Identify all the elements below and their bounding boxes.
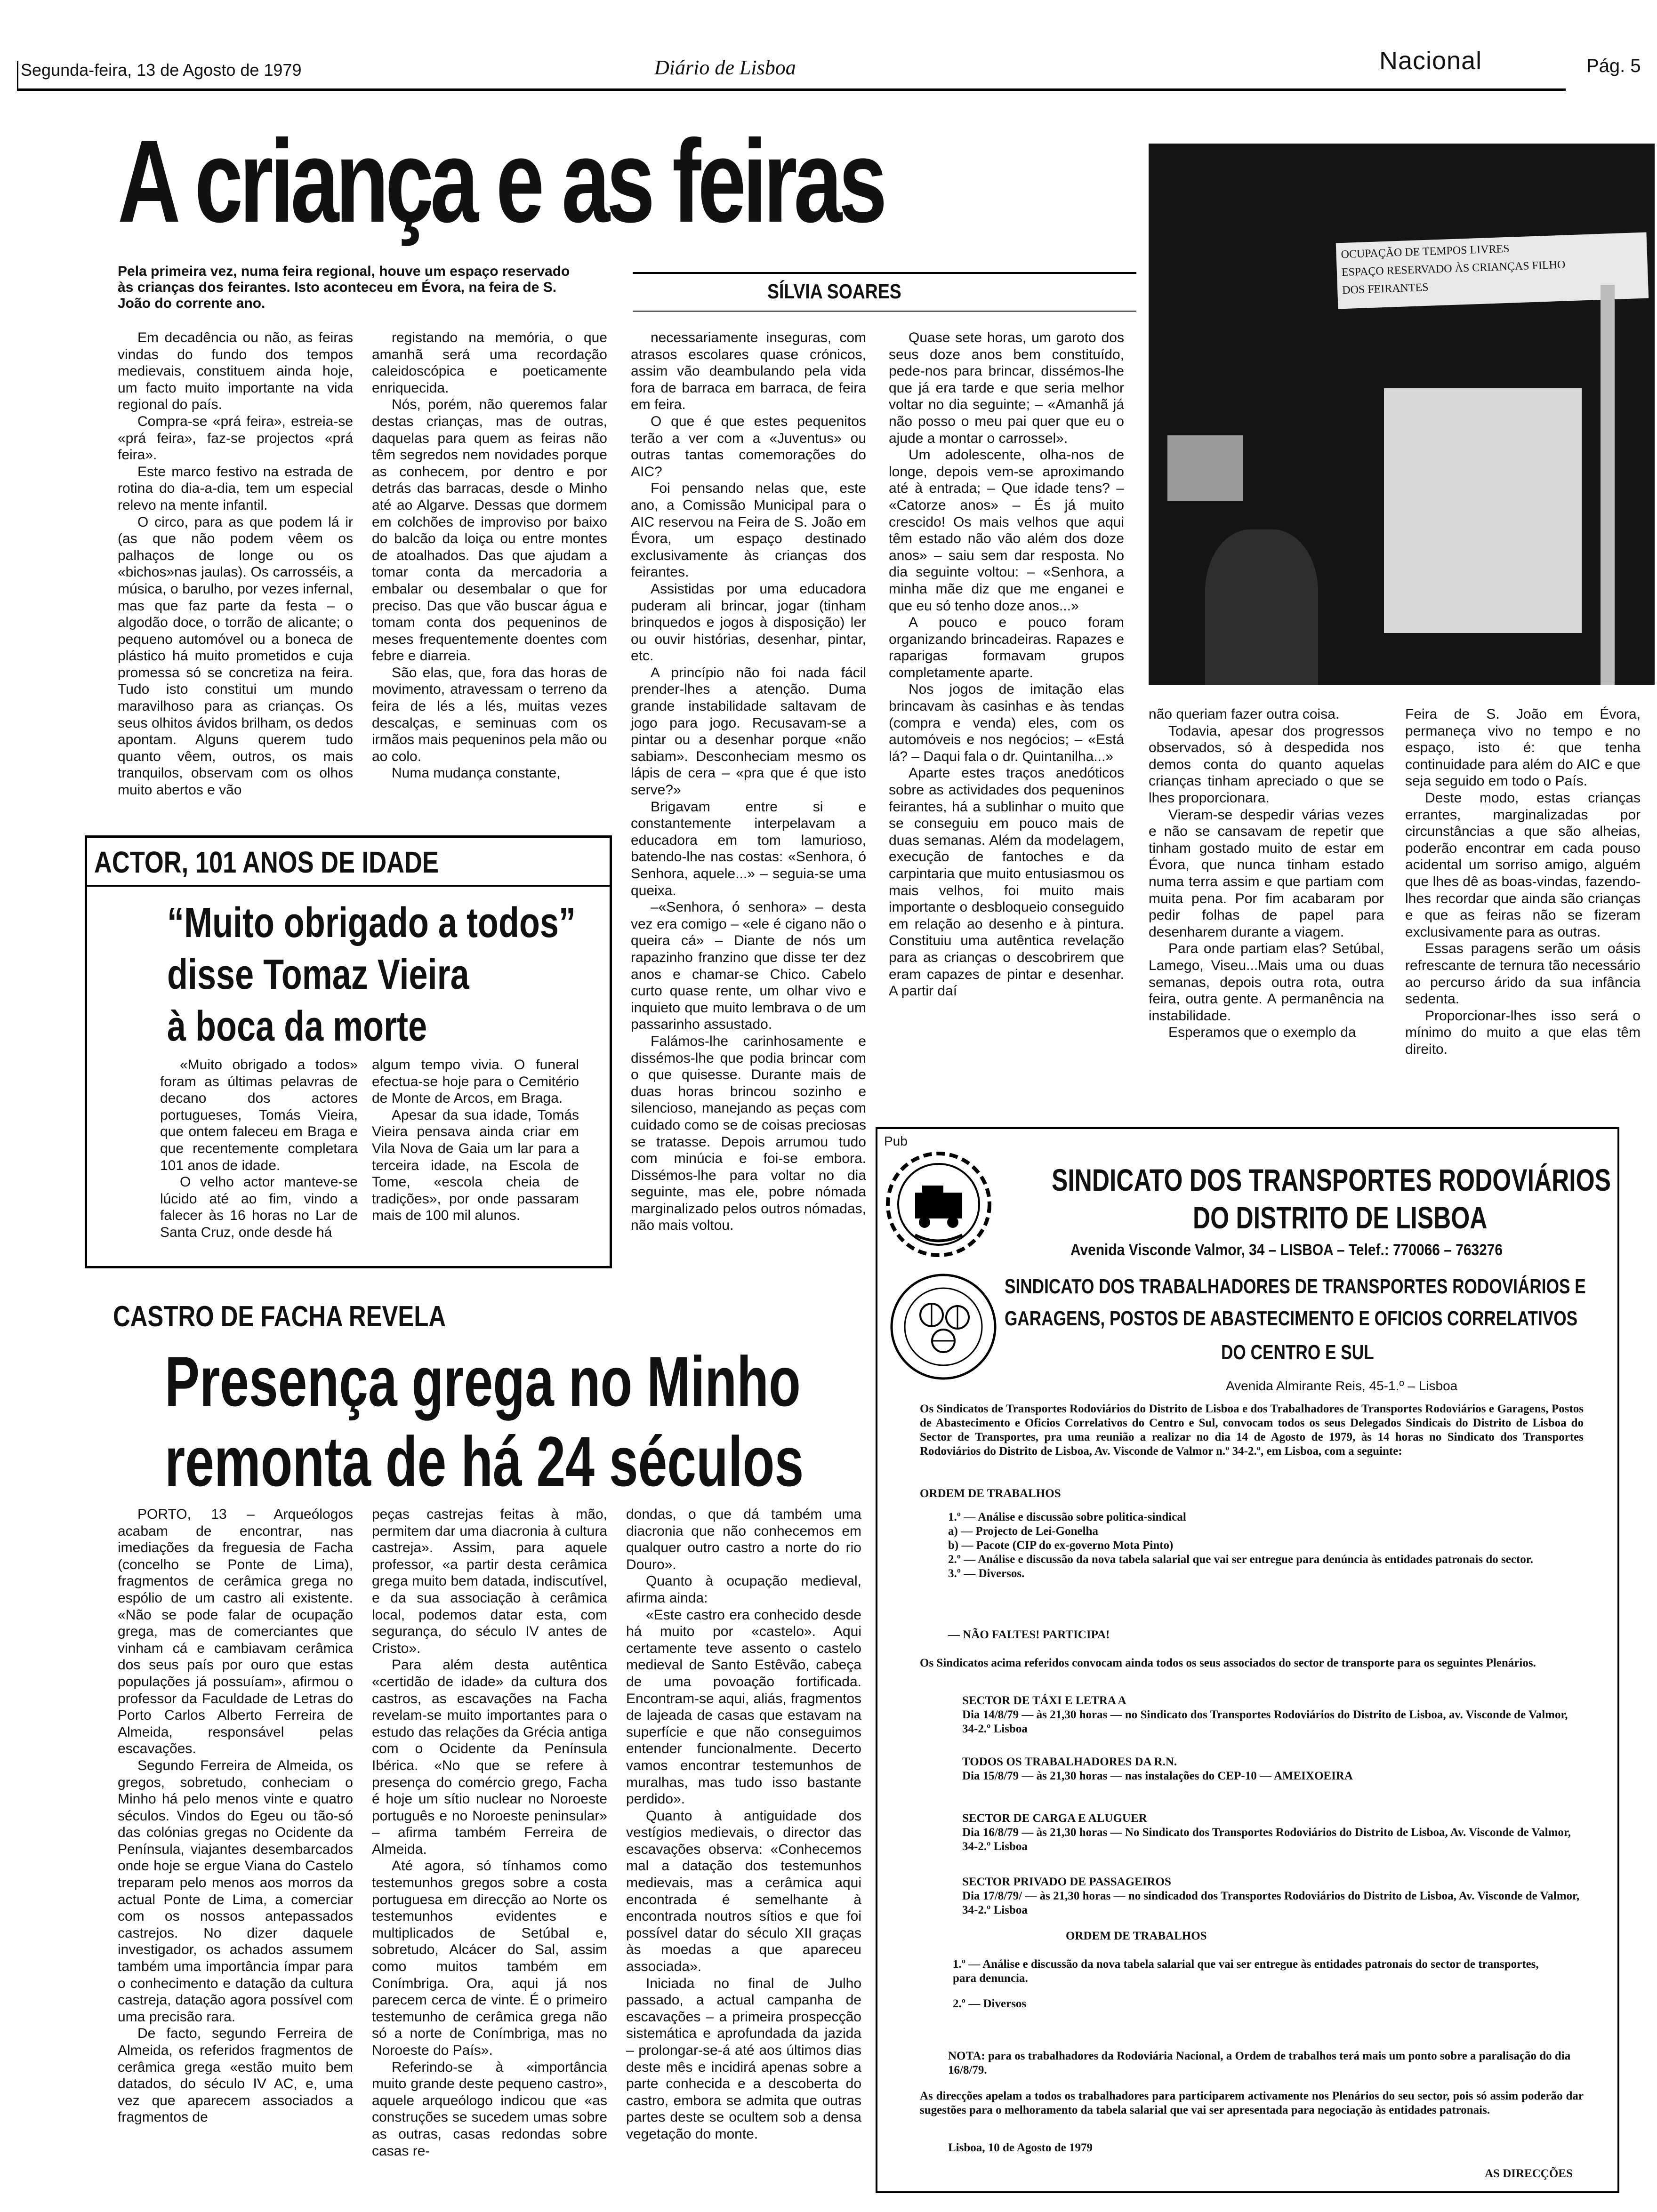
article3-col3 bbox=[626, 1506, 861, 2143]
photo-pole bbox=[1601, 285, 1615, 685]
agenda-item: 1.º — Análise e discussão da nova tabela salarial que vai ser entregue às entidades patronais do sector de transportes, para denuncia. bbox=[953, 1958, 1539, 1985]
paragraph: Aparte estes traços anedóticos sobre as actividades dos pequeninos feirantes, há a sublinhar o muito que se conseguiu em pouco mais de duas semanas. Além da modelagem, execução de fantoches e da carpintaria que muito entusiasmou os mais velhos, foi muito mais importante o desbloqueio conseguido em relação ao desenho e à pintura. Constituiu uma autêntica revelação para as crianças o descobrirem que eram capazes de pintar e desenhar. A partir daí bbox=[889, 765, 1124, 999]
ad-sector bbox=[920, 1875, 1584, 1917]
photo-table bbox=[1384, 388, 1582, 633]
paragraph: Assistidas por uma educadora puderam ali brincar, jogar (tinham brinquedos e jogos à disposição) ler ou ouvir histórias, desenhar, pintar, etc. bbox=[631, 581, 866, 664]
paragraph: Quanto à ocupação medieval, afirma ainda: bbox=[626, 1573, 861, 1606]
gear-emblem-icon bbox=[882, 1148, 995, 1261]
paragraph: Referindo-se à «importância muito grande deste pequeno castro», aquele arqueólogo indicou que «as construções se sucedem umas sobre as outras, casas redondas sobre casas re- bbox=[372, 2059, 607, 2159]
byline-rule-bottom bbox=[633, 311, 1136, 312]
paragraph: Um adolescente, olha-nos de longe, depois vem-se aproximando até à entrada; – Que idade tens? – «Catorze anos» – És já muito crescido! Os mais velhos que aqui têm estado não vão além dos doze anos» – saiu sem dar resposta. No dia seguinte voltou: – «Senhora, a minha mãe diz que me enganei e que eu só tenho doze anos...» bbox=[889, 447, 1124, 614]
paragraph: Essas paragens serão um oásis refrescante de ternura tão necessário ao percurso árido da sua infância sedenta. bbox=[1405, 941, 1641, 1007]
article1-col2 bbox=[372, 329, 607, 782]
paragraph: Quase sete horas, um garoto dos seus doze anos bem constituído, pede-nos para brincar, dissémos-lhe que já era tarde e que seria melhor voltar no dia seguinte; – «Amanhã já não posso o meu pai quer que eu o ajude a montar o carrossel». bbox=[889, 330, 1124, 446]
ad-agenda-title: ORDEM DE TRABALHOS bbox=[920, 1487, 1061, 1500]
ad-slogan: — NÃO FALTES! PARTICIPA! bbox=[948, 1628, 1110, 1641]
article1-col4 bbox=[889, 329, 1124, 1000]
article2-headline-line1: “Muito obrigado a todos” bbox=[167, 899, 576, 946]
paragraph: A pouco e pouco foram organizando brincadeiras. Rapazes e raparigas formavam grupos completamente aparte. bbox=[889, 615, 1124, 681]
paragraph: O circo, para as que podem lá ir (as que não podem vêem os palhaços de longe ou os «bichos»nas jaulas). Os carrosséis, a música, o barulho, por vezes infernal, mas que faz parte da festa – o algodão doce, o torrão de alicante; o pequeno automóvel ou a boneca de plástico há muito prometidos e cuja promessa só se concretiza na feira. Tudo isto constitui um mundo maravilhoso para as crianças. Os seus olhitos ávidos brilham, os dedos apontam. Alguns querem tudo quanto vêem, outros, os mais tranquilos, observam com os olhos muito abertos e vão bbox=[118, 514, 353, 798]
union1-emblem bbox=[882, 1148, 995, 1261]
paragraph: Em decadência ou não, as feiras vindas do fundo dos tempos medievais, constituem ainda hoje, um facto muito importante na vida regional do país. bbox=[118, 330, 353, 413]
union2-name-line2: GARAGENS, POSTOS DE ABASTECIMENTO E OFICIOS CORRELATIVOS bbox=[1005, 1307, 1578, 1330]
paragraph: Nos jogos de imitação elas brincavam às casinhas e às tendas (compra e venda) eles, com os automóveis e nos negócios; – «Está lá? – Daqui fala o dr. Quintanilha...» bbox=[889, 681, 1124, 764]
paragraph: Para onde partiam elas? Setúbal, Lamego, Viseu...Mais uma ou duas semanas, depois outra rota, outra feira, outra gente. A permanência na instabilidade. bbox=[1149, 941, 1384, 1024]
article2-kicker-rule bbox=[85, 885, 612, 887]
sector-title: TODOS OS TRABALHADORES DA R.N. bbox=[962, 1755, 1177, 1768]
sector-title: SECTOR PRIVADO DE PASSAGEIROS bbox=[962, 1875, 1171, 1888]
masthead: Diário de Lisboa bbox=[654, 56, 796, 79]
paragraph: Brigavam entre si e constantemente interpelavam a educadora em tom lamurioso, batendo-lhe nas costas: «Senhora, ó Senhora, aquele...» – seguia-se uma queixa. bbox=[631, 799, 866, 898]
paragraph: Nós, porém, não queremos falar destas crianças, mas de outras, daquelas para quem as feiras não têm segredos nem novidades porque as conhecem, por dentro e por detrás das barracas, desde o Minho até ao Algarve. Dessas que dormem em colchões de improviso por baixo do balcão da loiça ou entre montes de atoalhados. Das que ajudam a tomar conta da mercadoria a embalar ou desembalar o que for preciso. Das que vão buscar água e tomam conta dos pequeninos de meses frequentemente doentes com febre e diarreia. bbox=[372, 397, 607, 664]
header-rule bbox=[17, 88, 1566, 91]
paragraph: Feira de S. João em Évora, permaneça vivo no tempo e no espaço, isto é: que tenha continuidade para além do AIC e que seja seguido em todo o País. bbox=[1405, 706, 1641, 789]
article1-col5 bbox=[1149, 706, 1384, 1041]
paragraph: Falámos-lhe carinhosamente e dissémos-lhe que podia brincar com o que quisesse. Durante mais de duas horas brincou sozinho e silencioso, manejando as peças com cuidado como se de coisas preciosas se tratasse. Depois arrumou tudo com minúcia e foi-se embora. Dissémos-lhe para voltar no dia seguinte, mas ele, pobre nómada marginalizado pelos outros nómadas, não mais voltou. bbox=[631, 1033, 866, 1234]
union1-address: Avenida Visconde Valmor, 34 – LISBOA – Telef.: 770066 – 763276 bbox=[1070, 1241, 1503, 1259]
article2-headline-line2: disse Tomaz Vieira bbox=[167, 951, 469, 998]
paragraph: Deste modo, estas crianças errantes, marginalizadas por circunstâncias a que são alheias, poderão encontrar em cada pouso acidental um sorriso amigo, alguém que lhes dê as boas-vindas, fazendo-lhes recordar que ainda são crianças e que as feiras não se fizeram exclusivamente para as outras. bbox=[1405, 790, 1641, 940]
paragraph: O que é que estes pequenitos terão a ver com a «Juventus» ou outras tantas comemorações do AIC? bbox=[631, 413, 866, 480]
union1-name-line2: DO DISTRITO DE LISBOA bbox=[1193, 1200, 1488, 1235]
agenda-item: 2.º — Diversos bbox=[953, 1997, 1027, 2010]
sector-title: SECTOR DE TÁXI E LETRA A bbox=[962, 1694, 1126, 1707]
article3-headline-line2: remonta de há 24 séculos bbox=[165, 1422, 804, 1501]
paragraph: «Muito obrigado a todos» foram as últimas pelavras de decano dos actores portugueses, Tomás Vieira, que ontem faleceu em Braga e que recentemente completara 101 anos de idade. bbox=[160, 1057, 358, 1173]
header-date: Segunda-feira, 13 de Agosto de 1979 bbox=[21, 60, 302, 80]
union1-name-line1: SINDICATO DOS TRANSPORTES RODOVIÁRIOS bbox=[1052, 1162, 1611, 1197]
agenda-item: a) — Projecto de Lei-Gonelha bbox=[948, 1525, 1098, 1538]
paragraph: «Este castro era conhecido desde há muito por «castelo». Aqui certamente teve assento o castelo medieval de Santo Estêvão, cabeça de uma povoação fortificada. Encontram-se aqui, aliás, fragmentos de lajeada de casas que estavam na superfície e que não conseguimos entender funcionalmente. Decerto vamos encontrar testemunhos de muralhas, mas tudo isso bastante perdido». bbox=[626, 1607, 861, 1807]
article1-headline: A criança e as feiras bbox=[118, 115, 884, 247]
article2-headline-line3: à boca da morte bbox=[167, 1003, 427, 1050]
paragraph: algum tempo vivia. O funeral efectua-se hoje para o Cemitério de Monte de Arcos, em Braga. bbox=[372, 1057, 579, 1106]
ad-sector bbox=[920, 1694, 1584, 1736]
photo-figure bbox=[1205, 529, 1318, 685]
ad-sector bbox=[920, 1755, 1584, 1783]
photo-sign-line: DOS FEIRANTES bbox=[1342, 281, 1429, 297]
ad-agenda2-title: ORDEM DE TRABALHOS bbox=[1066, 1930, 1207, 1942]
sector-text: Dia 17/8/79/ — às 21,30 horas — no sindicadod dos Transportes Rodoviários do Distrito de Lisboa, Av. Visconde de Valmor, 34-2.º Lisboa bbox=[962, 1890, 1580, 1916]
article3-headline-line1: Presença grega no Minho bbox=[165, 1342, 801, 1421]
sector-text: Dia 15/8/79 — às 21,30 horas — nas instalações do CEP-10 — AMEIXOEIRA bbox=[962, 1770, 1353, 1782]
paragraph: Vieram-se despedir várias vezes e não se cansavam de repetir que tinham gostado muito de estar em Évora, que nunca tinham estado numa terra assim e que partiam com muita pena. Por fim acabaram por pedir folhas de papel para desenharem durante a viagem. bbox=[1149, 807, 1384, 940]
article1-col6 bbox=[1405, 706, 1641, 1058]
union2-emblem bbox=[887, 1270, 1000, 1383]
article1-lead: Pela primeira vez, numa feira regional, houve um espaço reservado às crianças dos feirantes. Isto aconteceu em Évora, na feira de S. João do corrente ano. bbox=[118, 264, 570, 311]
union2-name-line3: DO CENTRO E SUL bbox=[1221, 1341, 1374, 1364]
ad-place-date: Lisboa, 10 de Agosto de 1979 bbox=[948, 2141, 1093, 2154]
photo-sign-line: ESPAÇO RESERVADO ÀS CRIANÇAS FILHO bbox=[1341, 258, 1566, 279]
paragraph: registando na memória, o que amanhã será uma recordação caleidoscópica e poeticamente enriquecida. bbox=[372, 330, 607, 396]
paragraph: Foi pensando nelas que, este ano, a Comissão Municipal para o AIC reservou na Feira de S. João em Évora, um espaço destinado exclusivamente às crianças dos feirantes. bbox=[631, 481, 866, 580]
paragraph: Todavia, apesar dos progressos observados, só à despedida nos demos conta do quanto aquelas crianças tinham apreciado o que se lhes proporcionara. bbox=[1149, 723, 1384, 806]
article1-byline: SÍLVIA SOARES bbox=[767, 280, 901, 303]
agenda-item: 2.º — Análise e discussão da nova tabela salarial que vai ser entregue para denúncia às entidades patronais do sector. bbox=[948, 1553, 1533, 1566]
article1-col1 bbox=[118, 329, 353, 799]
photo-light bbox=[1167, 435, 1243, 501]
ad-agenda bbox=[948, 1510, 1579, 1581]
union-ad bbox=[876, 1127, 1619, 2193]
article1-photo bbox=[1149, 144, 1655, 685]
paragraph: São elas, que, fora das horas de movimento, atravessam o terreno da feira de lés a lés, muitas vezes descalças, e seminuas com os irmãos mais pequeninos pela mão ou ao colo. bbox=[372, 665, 607, 764]
paragraph: De facto, segundo Ferreira de Almeida, os referidos fragmentos de cerâmica grega «estão muito bem datados, do século IV AC, e, uma vez que aparecem associados a fragmentos de bbox=[118, 2026, 353, 2125]
paragraph: Até agora, só tínhamos como testemunhos gregos sobre a costa portuguesa em direcção ao Norte os testemunhos evidentes e multiplicados de Setúbal e, sobretudo, Alcácer do Sal, assim como muitos também em Conímbriga. Ora, aqui já nos parecem cerca de vinte. É o primeiro testemunho de cerâmica grega não só a norte de Conímbriga, mas no Noroeste do País». bbox=[372, 1858, 607, 2058]
article2-col1 bbox=[160, 1057, 358, 1241]
ad-intro: Os Sindicatos de Transportes Rodoviários do Distrito de Lisboa e dos Trabalhadores de Transportes Rodoviários e Garagens, Postos de Abastecimento e Oficios Correlativos do Centro e Sul, convocam todos os seus Delegados Sindicais do Distrito de Lisboa do Sector de Transportes, pra uma reunião a realizar no dia 14 de Agosto de 1979, às 14 horas no Sindicato dos Transportes Rodoviários do Distrito de Lisboa, Av. Visconde de Valmor n.º 34-2.º, em Lisboa, com a seguinte: bbox=[920, 1403, 1584, 1458]
agenda-item: b) — Pacote (CIP do ex-governo Mota Pinto) bbox=[948, 1539, 1174, 1552]
ad-appeal: As direcções apelam a todos os trabalhadores para participarem activamente nos Plenários do seu sector, pois só assim poderão dar sugestões para o melhoramento da tabela salarial que vai ser apresentada para negociação às entidades patronais. bbox=[920, 2090, 1584, 2116]
agenda-item: 1.º — Análise e discussão sobre politica-sindical bbox=[948, 1511, 1186, 1523]
paragraph: Para além desta autêntica «certidão de idade» da cultura dos castros, as escavações na Facha revelam-se muito importantes para o estudo das relações da Grécia antiga com o Ocidente da Península Ibérica. «No que se refere à presença do comércio grego, Facha é hoje um sítio nuclear no Noroeste português e no Noroeste peninsular» – afirma também Ferreira de Almeida. bbox=[372, 1657, 607, 1857]
paragraph: Esperamos que o exemplo da bbox=[1168, 1025, 1356, 1041]
paragraph: necessariamente inseguras, com atrasos escolares quase crónicos, assim vão deambulando pela vida fora de barraca em barraca, de feira em feira. bbox=[631, 330, 866, 413]
ad-pub-label: Pub bbox=[884, 1134, 908, 1148]
article3-kicker: CASTRO DE FACHA REVELA bbox=[113, 1300, 446, 1333]
sector-title: SECTOR DE CARGA E ALUGUER bbox=[962, 1812, 1147, 1825]
paragraph: peças castrejas feitas à mão, permitem dar uma diacronia à cultura castreja». Assim, para aquele professor, «a partir desta cerâmica grega muito bem datada, indiscutível, e da sua associação à cerâmica local, podemos datar esta, com segurança, do século IV antes de Cristo». bbox=[372, 1507, 607, 1656]
sector-text: Dia 16/8/79 — às 21,30 horas — No Sindicato dos Transportes Rodoviários do Distrito de Lisboa, Av. Visconde de Valmor, 34-2.º Lisboa bbox=[962, 1826, 1571, 1853]
union2-address: Avenida Almirante Reis, 45-1.º – Lisboa bbox=[1226, 1378, 1458, 1393]
paragraph: Este marco festivo na estrada de rotina do dia-a-dia, tem um especial relevo na mente infantil. bbox=[118, 464, 353, 513]
article3-col1 bbox=[118, 1506, 353, 2126]
byline-rule bbox=[633, 272, 1136, 274]
ad-convoke: Os Sindicatos acima referidos convocam ainda todos os seus associados do sector de transporte para os seguintes Plenários. bbox=[920, 1657, 1536, 1669]
agenda-item: 3.º — Diversos. bbox=[948, 1567, 1025, 1580]
photo-sign-line: OCUPAÇÃO DE TEMPOS LIVRES bbox=[1341, 242, 1510, 261]
ad-note: NOTA: para os trabalhadores da Rodoviária Nacional, a Ordem de trabalhos terá mais um ponto sobre a paralisação do dia 16/8/79. bbox=[948, 2050, 1571, 2076]
paragraph: Proporcionar-lhes isso será o mínimo do muito a que elas têm direito. bbox=[1405, 1008, 1641, 1057]
steering-wheel-emblem-icon bbox=[887, 1270, 1000, 1383]
paragraph: Compra-se «prá feira», estreia-se «prá feira», faz-se projectos «prá feira». bbox=[118, 413, 353, 463]
ad-signature: AS DIRECÇÕES bbox=[1485, 2167, 1573, 2180]
paragraph: Apesar da sua idade, Tomás Vieira pensava ainda criar em Vila Nova de Gaia um lar para a terceira idade, na Escola de Tome, «escola cheia de tradições», por onde passaram mais de 100 mil alunos. bbox=[372, 1107, 579, 1224]
paragraph: Segundo Ferreira de Almeida, os gregos, sobretudo, conheciam o Minho há pelo menos vinte e quatro séculos. Vindos do Egeu ou tão-só das colónias gregas no Ocidente da Península, viajantes desembarcados onde hoje se ergue Viana do Castelo treparam pelo menos aos morros da actual Ponte de Lima, a comerciar com os nossos antepassados castrejos. No dizer daquele investigador, os achados assumem também uma importância ímpar para o conhecimento e datação da cultura castreja, datação agora possível com uma precisão rara. bbox=[118, 1757, 353, 2025]
paragraph: não queriam fazer outra coisa. bbox=[1149, 706, 1340, 722]
paragraph: Numa mudança constante, bbox=[392, 765, 561, 781]
section-label: Nacional bbox=[1379, 47, 1482, 75]
paragraph: A princípio não foi nada fácil prender-lhes a atenção. Duma grande instabilidade saltavam de jogo para jogo. Recusavam-se a pintar ou a desenhar porque «não sabiam». Desconheciam mesmo os lápis de cera – «pra que é que isto serve?» bbox=[631, 665, 866, 798]
paragraph: O velho actor manteve-se lúcido até ao fim, vindo a falecer às 16 horas no Lar de Santa Cruz, onde desde há bbox=[160, 1174, 358, 1240]
sector-text: Dia 14/8/79 — às 21,30 horas — no Sindicato dos Transportes Rodoviários do Distrito de Lisboa, av. Visconde de Valmor, 34-2.º Lisboa bbox=[962, 1708, 1568, 1735]
article2-kicker: ACTOR, 101 ANOS DE IDADE bbox=[94, 845, 439, 879]
article2-col2 bbox=[372, 1057, 579, 1224]
article1-col3 bbox=[631, 329, 866, 1234]
header-left-tick bbox=[17, 61, 18, 89]
paragraph: –«Senhora, ó senhora» – desta vez era comigo – «ele é cigano não o queira cá» – Diante de nós um rapazinho franzino que disse ter dez anos e chamar-se Chico. Cabelo curto quase rente, um olhar vivo e inquieto que muito lembrava o de um passarinho assustado. bbox=[631, 899, 866, 1033]
ad-sector bbox=[920, 1811, 1584, 1854]
paragraph: Iniciada no final de Julho passado, a actual campanha de escavações – a primeira prospecção sistemática e aprofundada da jazida – prolongar-se-á até aos últimos dias deste mês e incidirá apenas sobre a parte conhecida e a descoberta do castro, embora se admita que outras partes deste se ocultem sob a densa vegetação do monte. bbox=[626, 1975, 861, 2142]
page-number: Pág. 5 bbox=[1586, 56, 1641, 76]
union2-name-line1: SINDICATO DOS TRABALHADORES DE TRANSPORTES RODOVIÁRIOS E bbox=[1005, 1275, 1586, 1298]
paragraph: PORTO, 13 – Arqueólogos acabam de encontrar, nas imediações da freguesia de Facha (concelho se Ponte de Lima), fragmentos de cerâmica grega no espólio de um castro ali existente. «Não se pode falar de ocupação grega, mas de comerciantes que vinham cá e cambiavam cerâmica dos seus país por ouro que estas populações já possuíam», afirmou o professor da Faculdade de Letras do Porto Carlos Alberto Ferreira de Almeida, responsável pelas escavações. bbox=[118, 1507, 353, 1757]
paragraph: dondas, o que dá também uma diacronia que não conhecemos em qualquer outro castro a norte do rio Douro». bbox=[626, 1507, 861, 1572]
paragraph: Quanto à antiguidade dos vestígios medievais, o director das escavações observa: «Conhecemos mal a datação dos testemunhos medievais, mas a cerâmica aqui encontrada é semelhante à encontrada noutros sítios e que foi possível datar do século XII graças às moedas a que apareceu associada». bbox=[626, 1808, 861, 1975]
ad-agenda2 bbox=[953, 1957, 1565, 2011]
article3-col2 bbox=[372, 1506, 607, 2159]
